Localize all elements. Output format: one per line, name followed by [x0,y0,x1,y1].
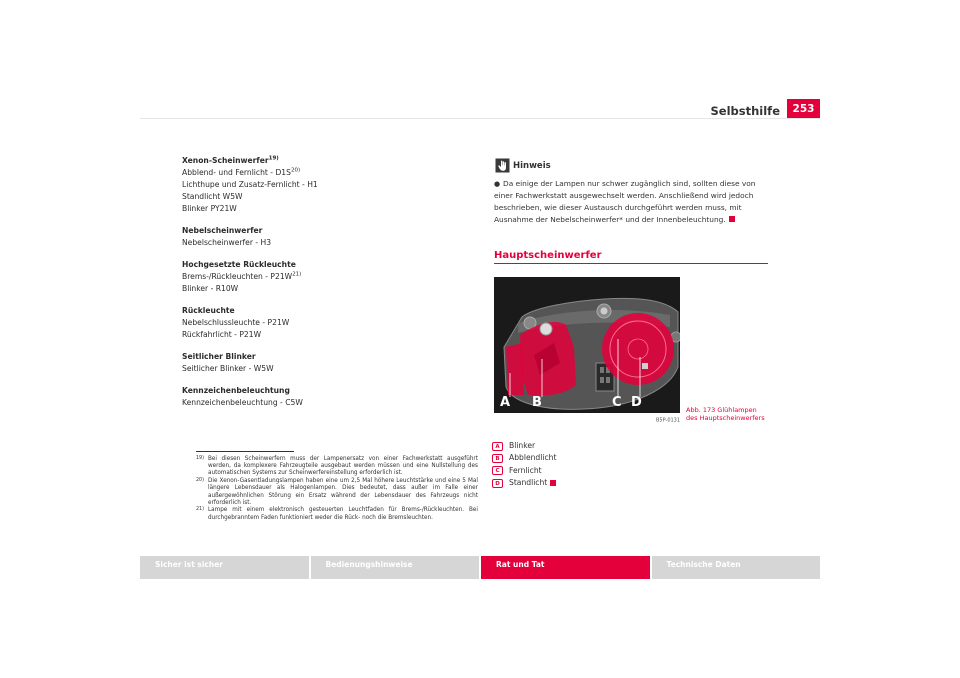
list-item: Standlicht W5W [182,192,243,201]
list-item: Seitlicher Blinker - W5W [182,364,274,373]
list-item: Abblend- und Fernlicht - $D1S^{20)}$ [182,167,301,177]
legend-item: B Abblendlicht [492,452,556,464]
list-item: Nebelscheinwerfer - H3 [182,238,272,247]
figure-label-d: D [631,395,642,410]
footnotes [196,456,478,522]
hinweis-title: Hinweis [513,161,551,171]
figure-label-c: C [612,395,622,410]
legend-item: A Blinker [492,440,556,452]
footnote: 20) Die Xenon-Gasentladungslampen haben eine um 2,5 Mal höhere Leuchtstärke und eine 5 Mal längere Lebensdauer als Halogenlampen. Dies bedeutet, dass außer im Falle einer außergewöhnlichen Störung ein Ersatz während der Lebensdauer des Fahrzeugs nicht erforderlich ist. [196,478,478,506]
badge-d-icon: D [492,479,503,488]
hinweis-text: ● Da einige der Lampen nur schwer zugänglich sind, sollten diese von einer Fachwerkstatt ausgewechselt werden. Anschließend wird jedoch beschrieben, wie dieser Austausch durchgeführt werden muss, mit Ausnahme der Nebelscheinwerfer* und der Innenbeleuchtung. [494,179,756,224]
bullet-icon: ● [494,180,501,188]
list-heading: Hochgesetzte Rückleuchte [182,260,296,269]
bulb-list [182,155,482,409]
badge-c-icon: C [492,466,503,475]
legend-item: C Fernlicht [492,465,556,477]
chapter-title: Selbsthilfe [710,104,780,118]
list-heading: Rückleuchte [182,306,235,315]
tab-bedienungshinweise[interactable]: Bedienungshinweise [311,556,480,579]
list-item: Nebelschlussleuchte - P21W [182,318,290,327]
tab-technische-daten[interactable]: Technische Daten [652,556,821,579]
note-hand-icon [495,158,510,173]
list-item: Brems-/Rückleuchten - $P21W^{21)}$ [182,271,302,281]
figure-label-a: A [500,395,511,410]
list-heading: Xenon-Scheinwerfer$^{19)}$ [182,155,279,165]
figure-legend [492,440,556,490]
legend-item: D Standlicht [492,477,556,489]
section-title: Hauptscheinwerfer [494,250,602,261]
list-item: Blinker - R10W [182,284,239,293]
headlight-figure [494,277,680,423]
list-item: Lichthupe und Zusatz-Fernlicht - H1 [182,180,318,189]
list-item: Rückfahrlicht - P21W [182,330,262,339]
figure-code: B5P-0131 [656,417,680,423]
end-square-icon [550,480,556,486]
badge-a-icon: A [492,442,503,451]
tab-sicher-ist-sicher[interactable]: Sicher ist sicher [140,556,309,579]
page-number: 253 [787,99,820,119]
figure-caption: Abb. 173 Glühlampen des Hauptscheinwerfers [686,406,765,422]
list-heading: Kennzeichenbeleuchtung [182,386,290,395]
list-heading: Seitlicher Blinker [182,352,256,361]
footnote: 21) Lampe mit einem elektronisch gesteuerten Leuchtfaden für Brems-/Rückleuchten. Bei durchgebranntem Faden funktioniert weder die Rück- noch die Bremsleuchten. [196,507,478,521]
header-rule [140,118,820,119]
chapter-tabs [140,556,820,579]
list-heading: Nebelscheinwerfer [182,226,263,235]
figure-label-b: B [532,395,542,410]
footnote-rule [196,451,294,452]
tab-rat-und-tat[interactable]: Rat und Tat [481,556,650,579]
list-item: Kennzeichenbeleuchtung - C5W [182,398,303,407]
list-item: Blinker PY21W [182,204,237,213]
badge-b-icon: B [492,454,503,463]
section-rule [494,263,768,264]
end-square-icon [729,216,735,222]
footnote: 19) Bei diesen Scheinwerfern muss der Lampenersatz von einer Fachwerkstatt ausgeführt werden, da komplexere Fahrzeugteile ausgebaut werden müssen und eine Nullstellung des automatischen Systems zur Scheinwerfereinstellung erforderlich ist. [196,456,478,477]
